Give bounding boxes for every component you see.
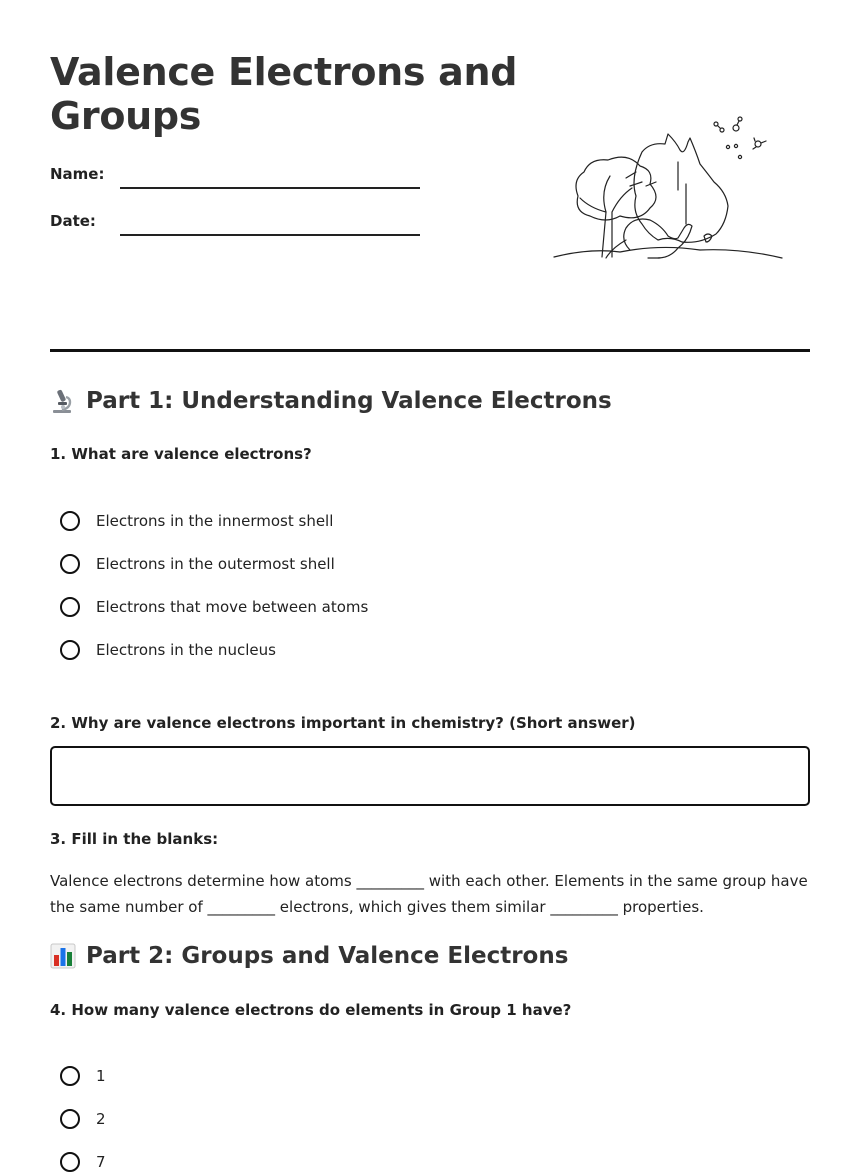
option-label: 1 — [96, 1067, 106, 1085]
date-field[interactable] — [120, 234, 420, 236]
worksheet-title: Valence Electrons and Groups — [50, 50, 518, 138]
radio-button[interactable] — [60, 640, 80, 660]
radio-button[interactable] — [60, 554, 80, 574]
option-label: Electrons that move between atoms — [96, 598, 369, 616]
australia-illustration — [550, 112, 790, 267]
part2-heading-text: Part 2: Groups and Valence Electrons — [86, 943, 569, 969]
question-1: 1. What are valence electrons? — [50, 445, 312, 463]
option-label: 7 — [96, 1153, 106, 1171]
option-label: Electrons in the innermost shell — [96, 512, 334, 530]
radio-button[interactable] — [60, 1109, 80, 1129]
q1-option-1[interactable] — [60, 511, 333, 531]
bar-chart-icon — [50, 943, 76, 969]
part1-heading-text: Part 1: Understanding Valence Electrons — [86, 388, 612, 414]
option-label: 2 — [96, 1110, 106, 1128]
question-4: 4. How many valence electrons do elements in Group 1 have? — [50, 1001, 572, 1019]
short-answer-input[interactable] — [50, 746, 810, 806]
option-label: Electrons in the nucleus — [96, 641, 276, 659]
q1-option-4[interactable] — [60, 640, 276, 660]
section-divider — [50, 349, 810, 352]
microscope-icon — [50, 388, 76, 414]
q1-option-2[interactable] — [60, 554, 335, 574]
name-field[interactable] — [120, 187, 420, 189]
radio-button[interactable] — [60, 511, 80, 531]
option-label: Electrons in the outermost shell — [96, 555, 335, 573]
radio-button[interactable] — [60, 1152, 80, 1172]
q1-option-3[interactable] — [60, 597, 368, 617]
question-3: 3. Fill in the blanks: — [50, 830, 219, 848]
q4-option-3[interactable] — [60, 1152, 106, 1172]
part2-heading — [50, 943, 568, 969]
q4-option-1[interactable] — [60, 1066, 106, 1086]
radio-button[interactable] — [60, 597, 80, 617]
question-2: 2. Why are valence electrons important in chemistry? (Short answer) — [50, 714, 636, 732]
date-label: Date: — [50, 212, 96, 230]
name-label: Name: — [50, 165, 105, 183]
q4-option-2[interactable] — [60, 1109, 106, 1129]
radio-button[interactable] — [60, 1066, 80, 1086]
part1-heading — [50, 388, 612, 414]
fill-in-blanks-text: Valence electrons determine how atoms _________ with each other. Elements in the same group have the same number of _________ electrons, which gives them similar _________ properties. — [50, 872, 808, 916]
